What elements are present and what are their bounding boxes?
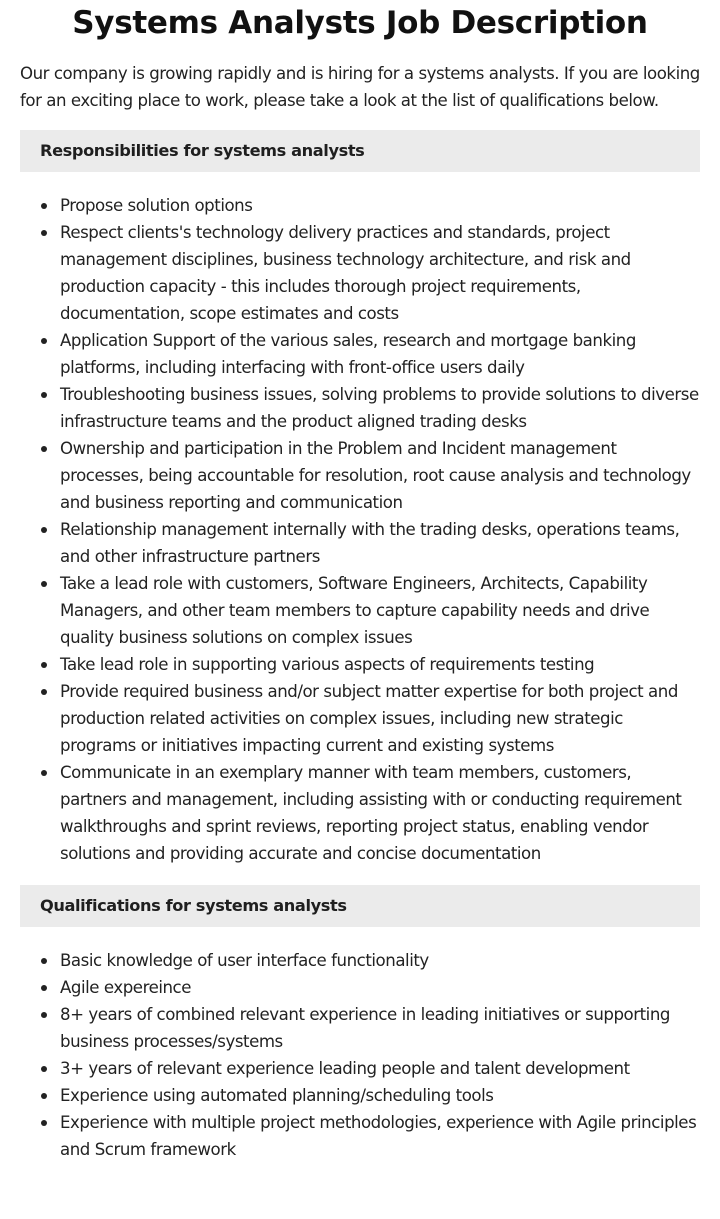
- list-item-text: Troubleshooting business issues, solving problems to provide solutions to diverse infrastructure teams and the product aligned trading desks: [60, 385, 699, 431]
- list-item-text: 8+ years of combined relevant experience in leading initiatives or supporting business processes/systems: [60, 1005, 670, 1051]
- list-item: [20, 1001, 700, 1055]
- list-item: [20, 1109, 700, 1163]
- list-item: [20, 219, 700, 327]
- bullet-icon: [41, 1012, 47, 1018]
- list-item: [20, 570, 700, 651]
- list-item: [20, 516, 700, 570]
- bullet-icon: [41, 1093, 47, 1099]
- list-item: [20, 1082, 700, 1109]
- intro-paragraph: Our company is growing rapidly and is hiring for a systems analysts. If you are looking for an exciting place to work, please take a look at the list of qualifications below.: [20, 64, 700, 110]
- bullet-icon: [41, 1120, 47, 1126]
- qualifications-list: [20, 947, 700, 1163]
- responsibilities-list: [20, 192, 700, 867]
- qualifications-heading: Qualifications for systems analysts: [20, 885, 700, 927]
- list-item: [20, 327, 700, 381]
- bullet-icon: [41, 985, 47, 991]
- list-item: [20, 974, 700, 1001]
- list-item-text: Relationship management internally with the trading desks, operations teams, and other infrastructure partners: [60, 520, 680, 566]
- list-item: [20, 1055, 700, 1082]
- list-item-text: Communicate in an exemplary manner with team members, customers, partners and management, including assisting with or conducting requirement walkthroughs and sprint reviews, reporting project status, enabling vendor solutions and providing accurate and concise documentation: [60, 763, 682, 863]
- list-item: [20, 651, 700, 678]
- bullet-icon: [41, 662, 47, 668]
- list-item: [20, 435, 700, 516]
- list-item-text: Experience using automated planning/scheduling tools: [60, 1086, 494, 1105]
- bullet-icon: [41, 958, 47, 964]
- list-item-text: Basic knowledge of user interface functionality: [60, 951, 429, 970]
- list-item: [20, 678, 700, 759]
- bullet-icon: [41, 392, 47, 398]
- bullet-icon: [41, 581, 47, 587]
- list-item-text: Experience with multiple project methodologies, experience with Agile principles and Scrum framework: [60, 1113, 697, 1159]
- bullet-icon: [41, 338, 47, 344]
- bullet-icon: [41, 1066, 47, 1072]
- list-item: [20, 759, 700, 867]
- list-item-text: Agile expereince: [60, 978, 191, 997]
- list-item: [20, 947, 700, 974]
- bullet-icon: [41, 527, 47, 533]
- list-item-text: 3+ years of relevant experience leading people and talent development: [60, 1059, 630, 1078]
- bullet-icon: [41, 230, 47, 236]
- bullet-icon: [41, 689, 47, 695]
- list-item: [20, 381, 700, 435]
- bullet-icon: [41, 446, 47, 452]
- bullet-icon: [41, 203, 47, 209]
- bullet-icon: [41, 770, 47, 776]
- responsibilities-heading: Responsibilities for systems analysts: [20, 130, 700, 172]
- list-item-text: Provide required business and/or subject matter expertise for both project and production related activities on complex issues, including new strategic programs or initiatives impacting current and existing systems: [60, 682, 678, 755]
- list-item-text: Take lead role in supporting various aspects of requirements testing: [60, 655, 595, 674]
- list-item-text: Take a lead role with customers, Software Engineers, Architects, Capability Managers, and other team members to capture capability needs and drive quality business solutions on complex issues: [60, 574, 650, 647]
- list-item-text: Ownership and participation in the Problem and Incident management processes, being accountable for resolution, root cause analysis and technology and business reporting and communication: [60, 439, 691, 512]
- list-item: [20, 192, 700, 219]
- page-title: Systems Analysts Job Description: [72, 5, 648, 41]
- list-item-text: Respect clients's technology delivery practices and standards, project management disciplines, business technology architecture, and risk and production capacity - this includes thorough project requirements, documentation, scope estimates and costs: [60, 223, 631, 323]
- list-item-text: Propose solution options: [60, 196, 253, 215]
- list-item-text: Application Support of the various sales, research and mortgage banking platforms, including interfacing with front-office users daily: [60, 331, 636, 377]
